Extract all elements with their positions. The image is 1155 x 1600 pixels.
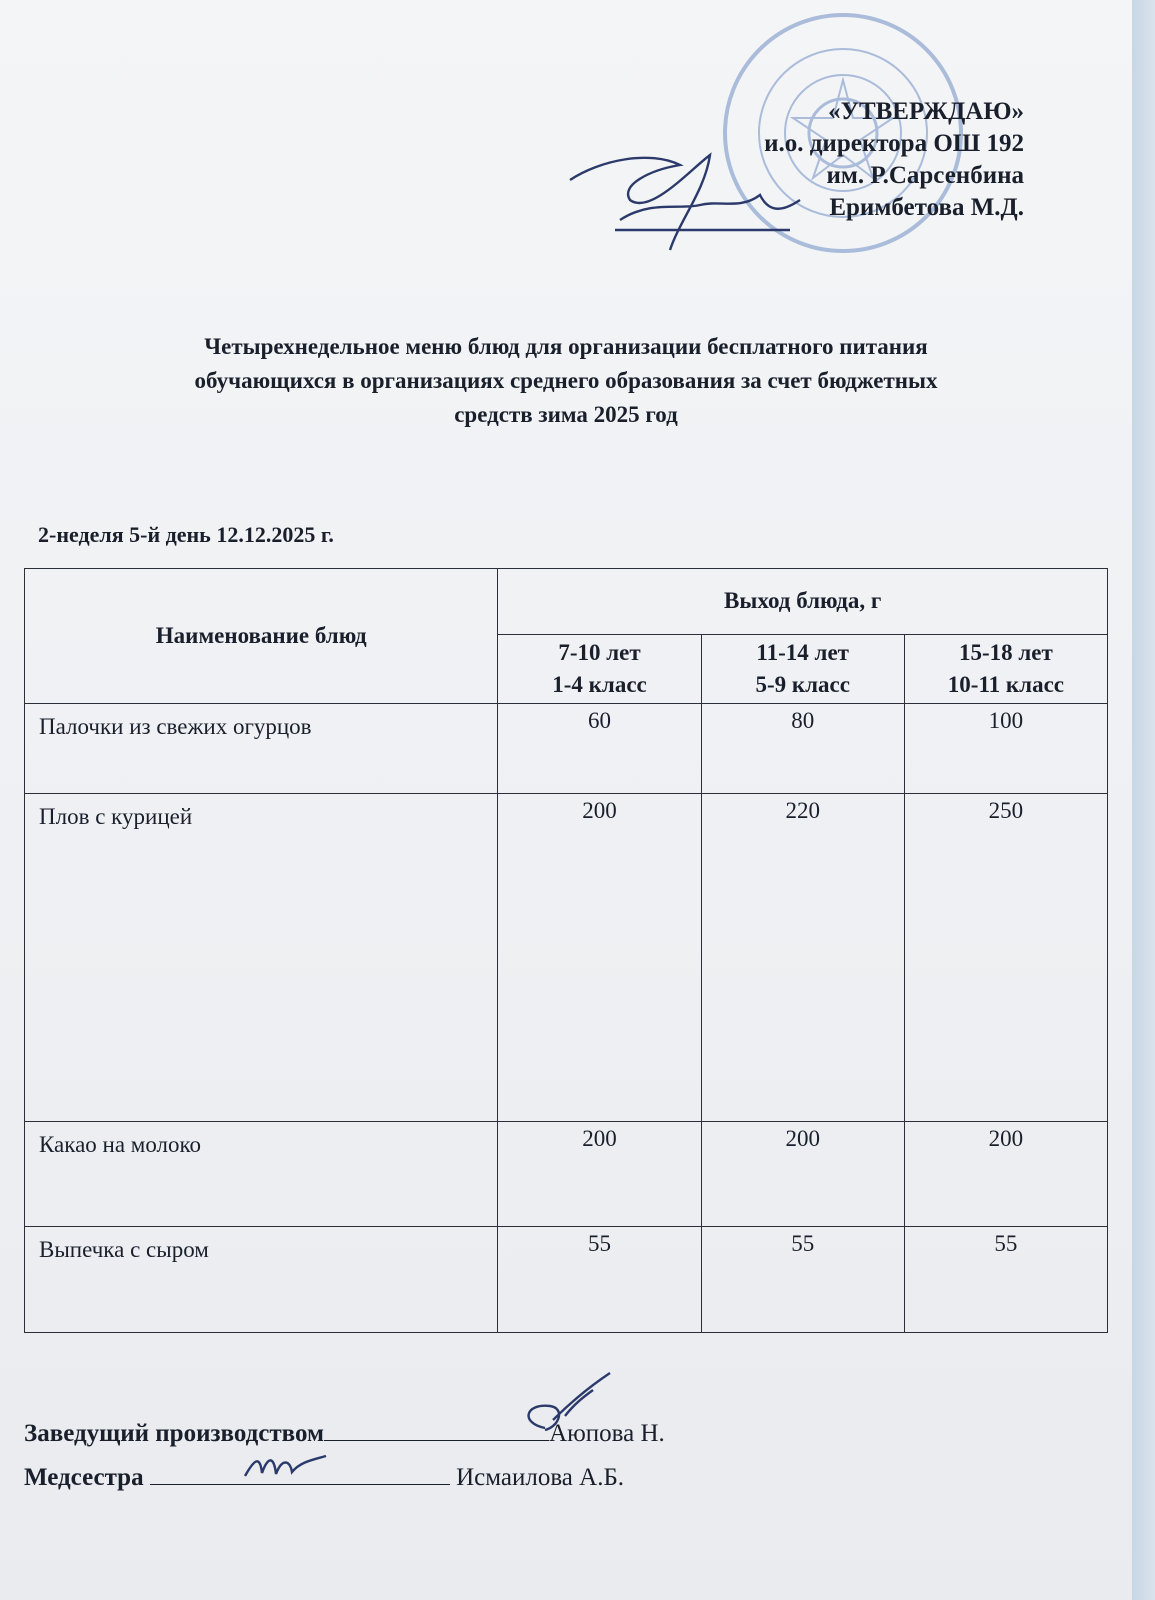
table-row	[25, 794, 1108, 1121]
nurse-name: Исмаилова А.Б.	[456, 1464, 625, 1491]
document-title	[40, 330, 1092, 432]
manager-role: Заведущий производством	[24, 1420, 325, 1447]
director-signature	[560, 140, 810, 265]
dish-name: Выпечка с сыром	[25, 1226, 498, 1332]
portion-value: 55	[904, 1226, 1107, 1332]
portion-value: 80	[701, 703, 904, 794]
portion-value: 100	[904, 703, 1107, 794]
menu-date: 2-неделя 5-й день 12.12.2025 г.	[38, 522, 334, 547]
approval-name: Еримбетова М.Д.	[829, 194, 1024, 221]
approval-position: и.о. директора ОШ 192	[764, 130, 1024, 157]
portion-value: 200	[904, 1121, 1107, 1226]
table-row	[25, 1226, 1108, 1332]
manager-name: Аюпова Н.	[549, 1420, 665, 1447]
dish-name: Плов с курицей	[25, 794, 498, 1121]
age-range: 7-10 лет	[558, 639, 641, 665]
dish-name: Палочки из свежих огурцов	[25, 703, 498, 794]
table-row	[25, 703, 1108, 794]
portion-value: 200	[701, 1121, 904, 1226]
manager-line	[24, 1418, 665, 1448]
grade-range: 10-11 класс	[947, 671, 1064, 697]
age-group-header	[498, 634, 701, 703]
title-line-3: средств зима 2025 год	[454, 402, 678, 427]
header-output: Выход блюда, г	[498, 569, 1108, 635]
portion-value: 55	[701, 1226, 904, 1332]
portion-value: 200	[498, 794, 701, 1121]
title-line-1: Четырехнедельное меню блюд для организации бесплатного питания	[204, 334, 928, 359]
grade-range: 1-4 класс	[552, 671, 647, 697]
signature-line	[324, 1418, 549, 1441]
portion-value: 250	[904, 794, 1107, 1121]
menu-table	[24, 568, 1108, 1333]
nurse-line	[24, 1462, 624, 1492]
signature-line	[150, 1462, 450, 1485]
grade-range: 5-9 класс	[755, 671, 850, 697]
dish-name: Какао на молоко	[25, 1121, 498, 1226]
age-range: 15-18 лет	[958, 639, 1053, 665]
portion-value: 220	[701, 794, 904, 1121]
table-header-row	[25, 569, 1108, 635]
portion-value: 200	[498, 1121, 701, 1226]
header-dish-name: Наименование блюд	[25, 569, 498, 704]
approval-school: им. Р.Сарсенбина	[826, 162, 1024, 189]
portion-value: 55	[498, 1226, 701, 1332]
background-edge	[1132, 0, 1155, 1600]
nurse-role: Медсестра	[24, 1464, 144, 1491]
age-group-header	[904, 634, 1107, 703]
age-range: 11-14 лет	[756, 639, 849, 665]
portion-value: 60	[498, 703, 701, 794]
table-row	[25, 1121, 1108, 1226]
title-line-2: обучающихся в организациях среднего образования за счет бюджетных	[194, 368, 938, 393]
age-group-header	[701, 634, 904, 703]
approval-heading: «УТВЕРЖДАЮ»	[828, 98, 1024, 125]
